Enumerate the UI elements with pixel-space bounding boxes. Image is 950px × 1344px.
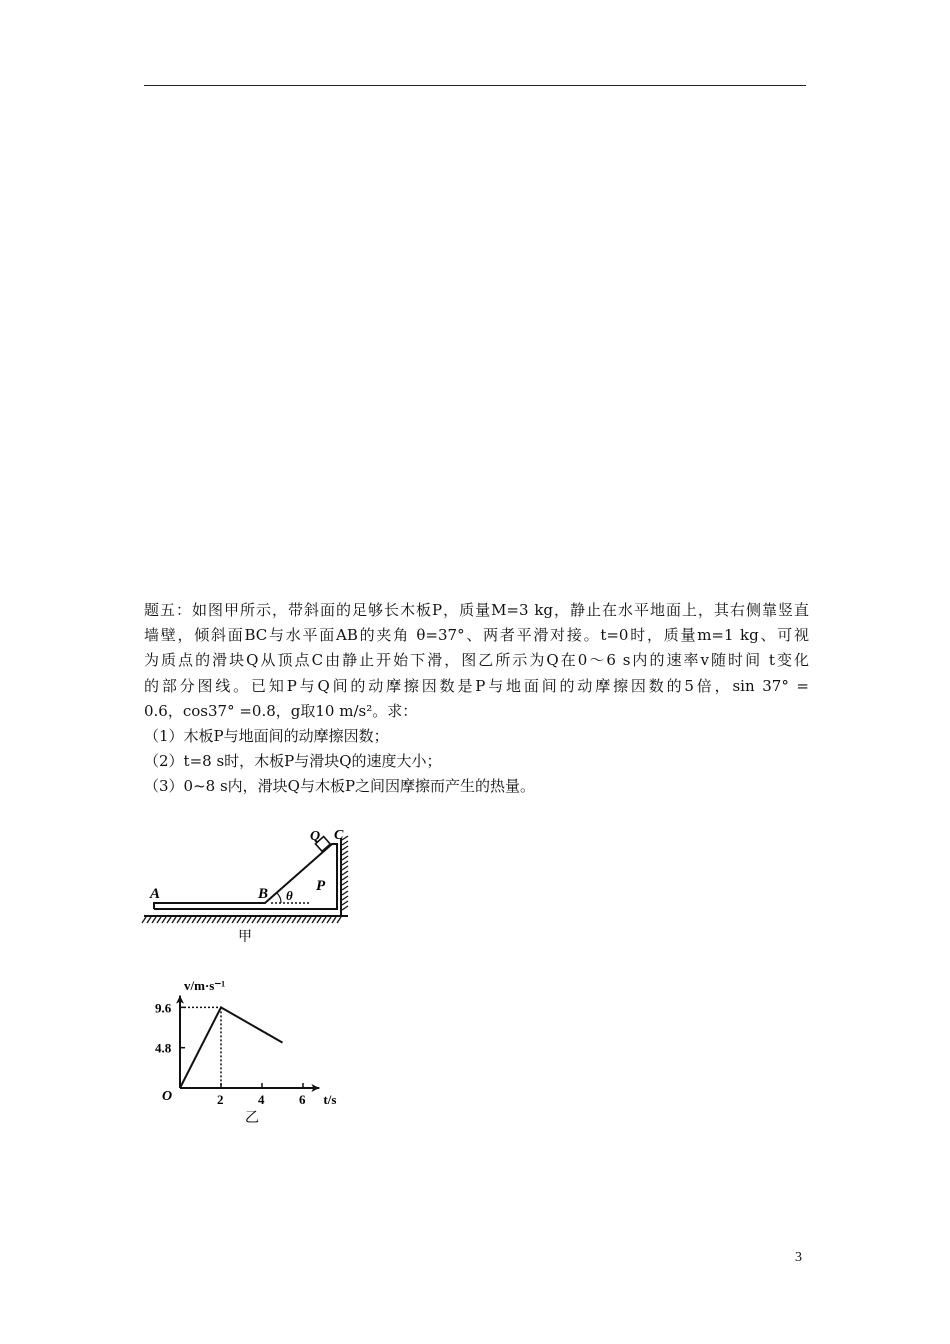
- hatch-mark: [197, 917, 201, 923]
- hatch-mark: [342, 871, 348, 875]
- hatch-mark: [207, 917, 211, 923]
- hatch-mark: [342, 876, 348, 880]
- hatch-mark: [267, 917, 271, 923]
- label-a: A: [150, 886, 161, 902]
- hatch-mark: [192, 917, 196, 923]
- y-tick-label: 9.6: [155, 1000, 172, 1016]
- y-tick-label: 4.8: [155, 1040, 172, 1056]
- hatch-mark: [342, 896, 348, 900]
- hatch-mark: [302, 917, 306, 923]
- origin-label: O: [162, 1089, 173, 1104]
- y-axis-label: v/m·s⁻¹: [184, 978, 226, 993]
- label-q: Q: [310, 829, 321, 844]
- hatch-mark: [252, 917, 256, 923]
- ground-hatching: [142, 916, 348, 923]
- hatch-mark: [342, 856, 348, 860]
- hatch-mark: [182, 917, 186, 923]
- hatch-mark: [307, 917, 311, 923]
- hatch-mark: [322, 917, 326, 923]
- hatch-mark: [162, 917, 166, 923]
- hatch-mark: [312, 917, 316, 923]
- figure-caption-jia: 甲: [238, 930, 252, 945]
- label-b: B: [258, 886, 269, 902]
- hatch-mark: [342, 846, 348, 850]
- figure-jia-incline-diagram: [138, 820, 368, 950]
- hatch-mark: [157, 917, 161, 923]
- problem-line: 为质点的滑块Q从顶点C由静止开始下滑，图乙所示为Q在0～6 s内的速率v随时间 t变化: [144, 651, 809, 670]
- x-tick-label: 6: [299, 1092, 306, 1107]
- hatch-mark: [257, 917, 261, 923]
- hatch-mark: [342, 901, 348, 905]
- board-p: [154, 844, 337, 909]
- hatch-mark: [217, 917, 221, 923]
- wall: [341, 836, 348, 916]
- hatch-mark: [227, 917, 231, 923]
- hatch-mark: [342, 861, 348, 865]
- x-axis-label: t/s: [323, 1092, 337, 1107]
- hatch-mark: [332, 917, 336, 923]
- hatch-mark: [282, 917, 286, 923]
- hatch-mark: [152, 917, 156, 923]
- hatch-mark: [272, 917, 276, 923]
- hatch-mark: [342, 886, 348, 890]
- hatch-mark: [247, 917, 251, 923]
- problem-text: [144, 598, 809, 800]
- page-number: 3: [795, 1250, 802, 1265]
- hatch-mark: [242, 917, 246, 923]
- x-tick-label: 4: [258, 1092, 265, 1107]
- label-theta: θ: [286, 888, 293, 903]
- hatch-mark: [222, 917, 226, 923]
- hatch-mark: [342, 851, 348, 855]
- hatch-mark: [327, 917, 331, 923]
- problem-line: 的部分图线。已知P与Q间的动摩擦因数是P与地面间的动摩擦因数的5倍，sin 37° =: [144, 676, 809, 695]
- hatch-mark: [202, 917, 206, 923]
- hatch-mark: [232, 917, 236, 923]
- hatch-mark: [342, 891, 348, 895]
- hatch-mark: [342, 881, 348, 885]
- hatch-mark: [142, 917, 146, 923]
- hatch-mark: [212, 917, 216, 923]
- hatch-mark: [262, 917, 266, 923]
- hatch-mark: [172, 917, 176, 923]
- angle-arc: [277, 893, 281, 903]
- hatch-mark: [287, 917, 291, 923]
- hatch-mark: [177, 917, 181, 923]
- hatch-mark: [277, 917, 281, 923]
- label-p: P: [316, 878, 326, 894]
- question-1: （1）木板P与地面间的动摩擦因数；: [144, 727, 389, 746]
- x-tick-label: 2: [217, 1092, 224, 1107]
- figure-caption-yi: 乙: [245, 1111, 259, 1126]
- hatch-mark: [337, 917, 341, 923]
- hatch-mark: [167, 917, 171, 923]
- series-line-v: [180, 1007, 283, 1088]
- problem-line: 墙壁，倾斜面BC与水平面AB的夹角 θ=37°、两者平滑对接。t=0时，质量m=1 kg、可视: [144, 626, 809, 645]
- label-c: C: [334, 828, 344, 843]
- hatch-mark: [187, 917, 191, 923]
- figure-yi-velocity-time-graph: [138, 970, 358, 1130]
- hatch-mark: [292, 917, 296, 923]
- problem-line: 0.6，cos37° =0.8，g取10 m/s²。求：: [144, 701, 418, 720]
- hatch-mark: [342, 906, 348, 910]
- problem-line: 题五：如图甲所示，带斜面的足够长木板P，质量M=3 kg，静止在水平地面上，其右侧靠竖直: [144, 601, 809, 619]
- header-rule: [144, 85, 806, 86]
- hatch-mark: [297, 917, 301, 923]
- hatch-mark: [342, 866, 348, 870]
- hatch-mark: [317, 917, 321, 923]
- hatch-mark: [237, 917, 241, 923]
- question-3: （3）0~8 s内，滑块Q与木板P之间因摩擦而产生的热量。: [144, 777, 536, 796]
- question-2: （2）t=8 s时，木板P与滑块Q的速度大小；: [144, 752, 442, 771]
- hatch-mark: [147, 917, 151, 923]
